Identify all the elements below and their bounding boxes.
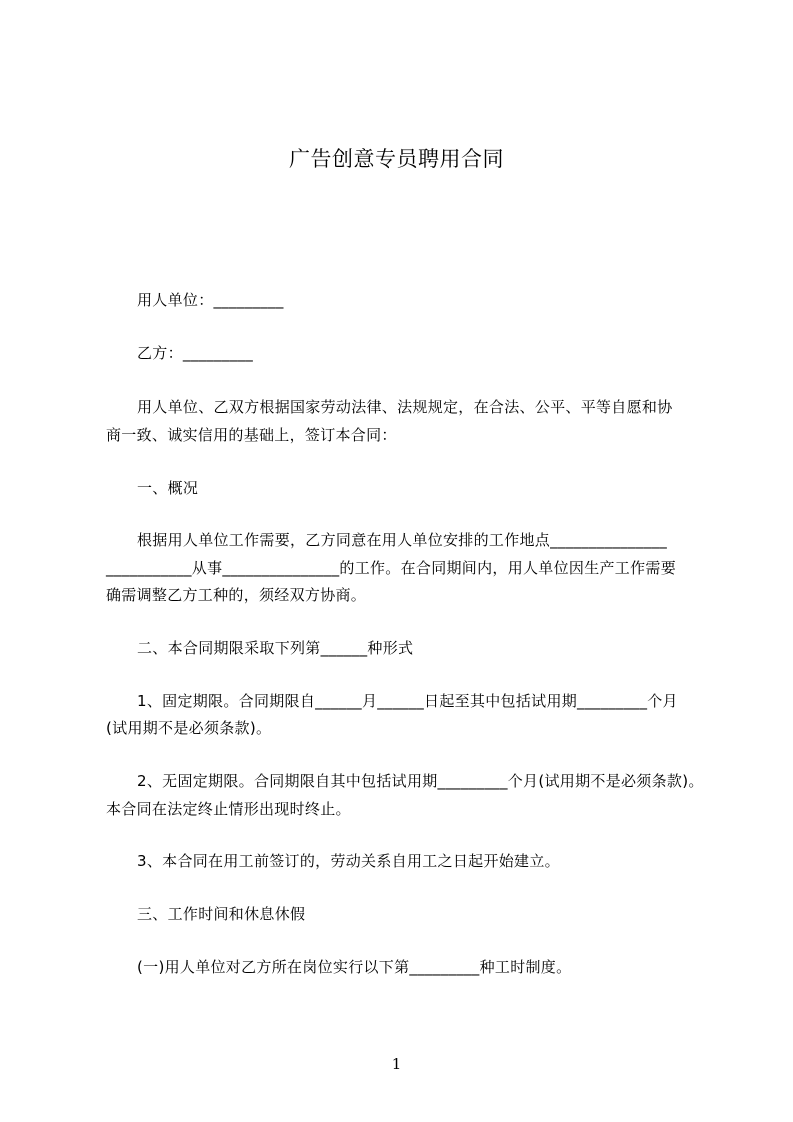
hours-system-line: (一)用人单位对乙方所在岗位实行以下第_________种工时制度。 <box>137 958 572 976</box>
term-open-line-1: 2、无固定期限。合同期限自其中包括试用期_________个月(试用期不是必须条款)。 <box>137 772 704 790</box>
employer-line: 用人单位：_________ <box>137 291 284 309</box>
term-fixed-line-2: (试用期不是必须条款)。 <box>106 719 272 737</box>
term-fixed-line-1: 1、固定期限。合同期限自______月______日起至其中包括试用期_________个月 <box>137 692 678 710</box>
section-heading-term: 二、本合同期限采取下列第______种形式 <box>137 639 414 657</box>
overview-line-2: ___________从事_______________的工作。在合同期间内，用人单位因生产工作需要 <box>106 559 677 577</box>
section-heading-overview: 一、概况 <box>137 479 199 497</box>
term-open-line-2: 本合同在法定终止情形出现时终止。 <box>106 800 351 818</box>
overview-line-1: 根据用人单位工作需要，乙方同意在用人单位安排的工作地点_______________ <box>137 531 668 549</box>
page-number: 1 <box>391 1055 402 1073</box>
section-heading-hours: 三、工作时间和休息休假 <box>137 905 306 923</box>
term-start-line: 3、本合同在用工前签订的，劳动关系自用工之日起开始建立。 <box>137 852 560 870</box>
preamble-line-1: 用人单位、乙双方根据国家劳动法律、法规规定，在合法、公平、平等自愿和协 <box>137 398 673 416</box>
party-b-line: 乙方：_________ <box>137 344 254 362</box>
overview-line-3: 确需调整乙方工种的，须经双方协商。 <box>106 586 367 604</box>
preamble-line-2: 商一致、诚实信用的基础上，签订本合同： <box>106 426 397 444</box>
document-title: 广告创意专员聘用合同 <box>289 147 504 171</box>
